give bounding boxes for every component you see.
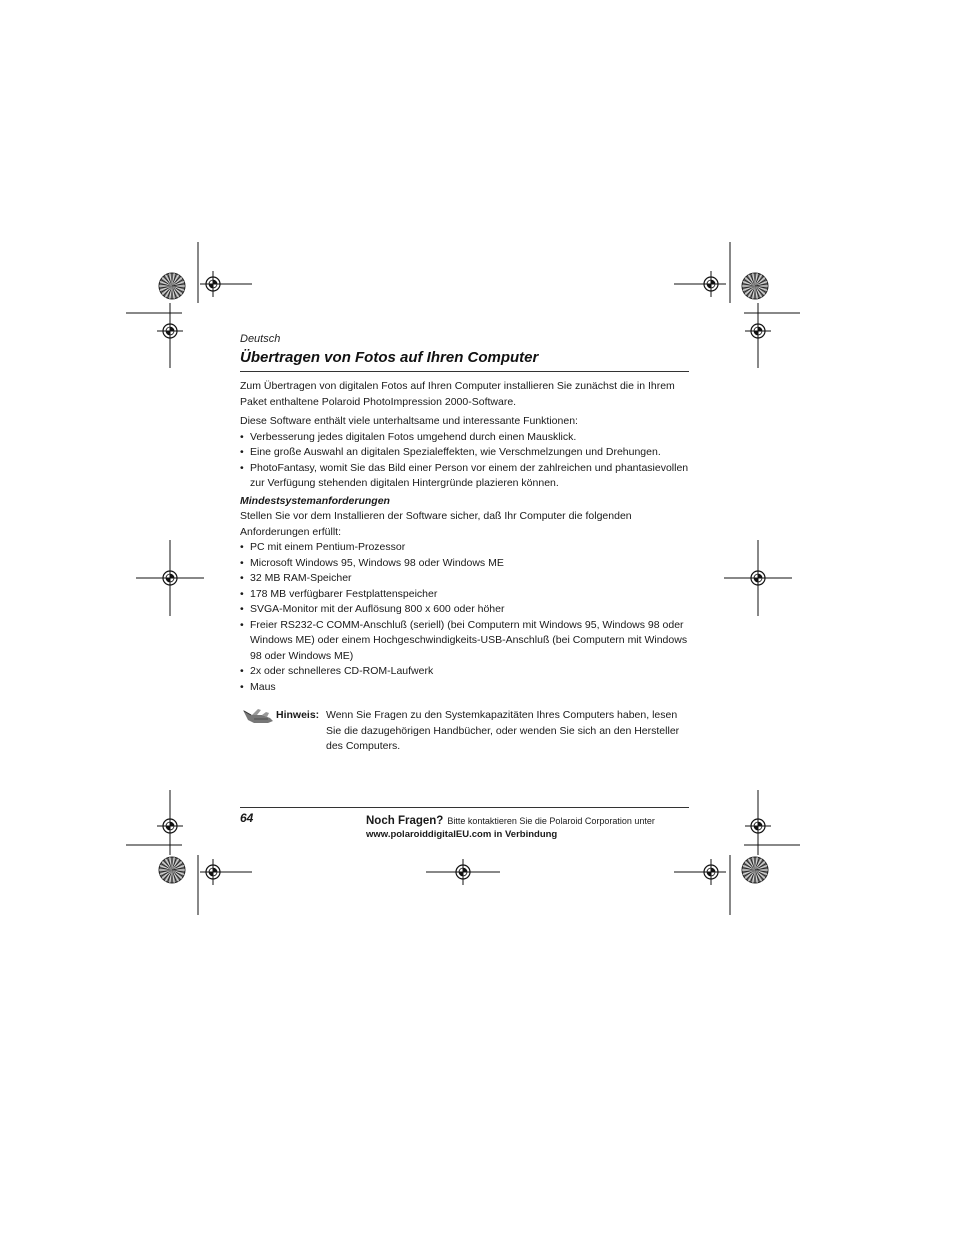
footer-question: Noch Fragen? — [366, 815, 444, 827]
title-rule — [240, 371, 689, 372]
note-text: Wenn Sie Fragen zu den Systemkapazitäten Ihres Computers haben, lesen Sie die dazugehörigen Handbücher, oder wenden Sie sich an den Hersteller des Computers. — [326, 709, 680, 752]
registration-starburst-icon — [742, 857, 768, 883]
features-list — [240, 430, 689, 492]
requirements-intro: Stellen Sie vor dem Installieren der Software sicher, daß Ihr Computer die folgenden Anforderungen erfüllt: — [240, 510, 632, 538]
registration-target-icon — [200, 271, 226, 297]
list-item: • Eine große Auswahl an digitalen Spezialeffekten, wie Verschmelzungen und Drehungen. — [240, 445, 689, 461]
list-item: • 32 MB RAM-Speicher — [240, 571, 689, 587]
registration-starburst-icon — [742, 273, 768, 299]
requirements-list — [240, 540, 689, 695]
features-intro: Diese Software enthält viele unterhaltsame und interessante Funktionen: — [240, 415, 578, 427]
list-item: • Freier RS232-C COMM-Anschluß (seriell) (bei Computern mit Windows 95, Windows 98 oder Windows ME) oder einem Hochgeschwindigkeits-USB-Anschluß (bei Computern mit Windows 98 oder Windows ME) — [240, 618, 689, 665]
body-text — [240, 379, 689, 754]
registration-target-icon — [745, 318, 771, 344]
page-number: 64 — [240, 811, 254, 825]
registration-starburst-icon — [159, 273, 185, 299]
list-item: • 178 MB verfügbarer Festplattenspeicher — [240, 587, 689, 603]
registration-starburst-icon — [159, 857, 185, 883]
list-item: • Verbesserung jedes digitalen Fotos umgehend durch einen Mausklick. — [240, 430, 689, 446]
requirements-heading: Mindestsystemanforderungen — [240, 494, 390, 507]
section-label: Deutsch — [240, 333, 281, 345]
registration-target-icon — [698, 859, 724, 885]
registration-target-icon — [157, 813, 183, 839]
note-hand-icon — [242, 706, 274, 724]
list-item: • Microsoft Windows 95, Windows 98 oder Windows ME — [240, 556, 689, 572]
intro-paragraph: Zum Übertragen von digitalen Fotos auf Ihren Computer installieren Sie zunächst die in Ihrem Paket enthaltene Polaroid PhotoImpression 2000-Software. — [240, 380, 675, 408]
registration-target-icon — [698, 271, 724, 297]
list-item: • PC mit einem Pentium-Prozessor — [240, 540, 689, 556]
note-label: Hinweis: — [276, 709, 320, 721]
registration-target-icon — [200, 859, 226, 885]
registration-target-icon — [157, 565, 183, 591]
footer-contact-text: Bitte kontaktieren Sie die Polaroid Corporation unter — [447, 816, 655, 826]
registration-target-icon — [745, 565, 771, 591]
footer-contact — [366, 811, 689, 840]
page-title: Übertragen von Fotos auf Ihren Computer — [240, 349, 539, 366]
registration-target-icon — [450, 859, 476, 885]
footer-rule — [240, 807, 689, 808]
note-box — [240, 706, 689, 754]
list-item: • SVGA-Monitor mit der Auflösung 800 x 600 oder höher — [240, 602, 689, 618]
footer-url-line: www.polaroiddigitalEU.com in Verbindung — [366, 829, 558, 840]
list-item: • 2x oder schnelleres CD-ROM-Laufwerk — [240, 664, 689, 680]
list-item: • PhotoFantasy, womit Sie das Bild einer Person vor einem der zahlreichen und phantasievollen zur Verfügung stehenden digitalen Hintergründe plazieren können. — [240, 461, 689, 492]
list-item: • Maus — [240, 680, 689, 696]
registration-target-icon — [157, 318, 183, 344]
registration-target-icon — [745, 813, 771, 839]
